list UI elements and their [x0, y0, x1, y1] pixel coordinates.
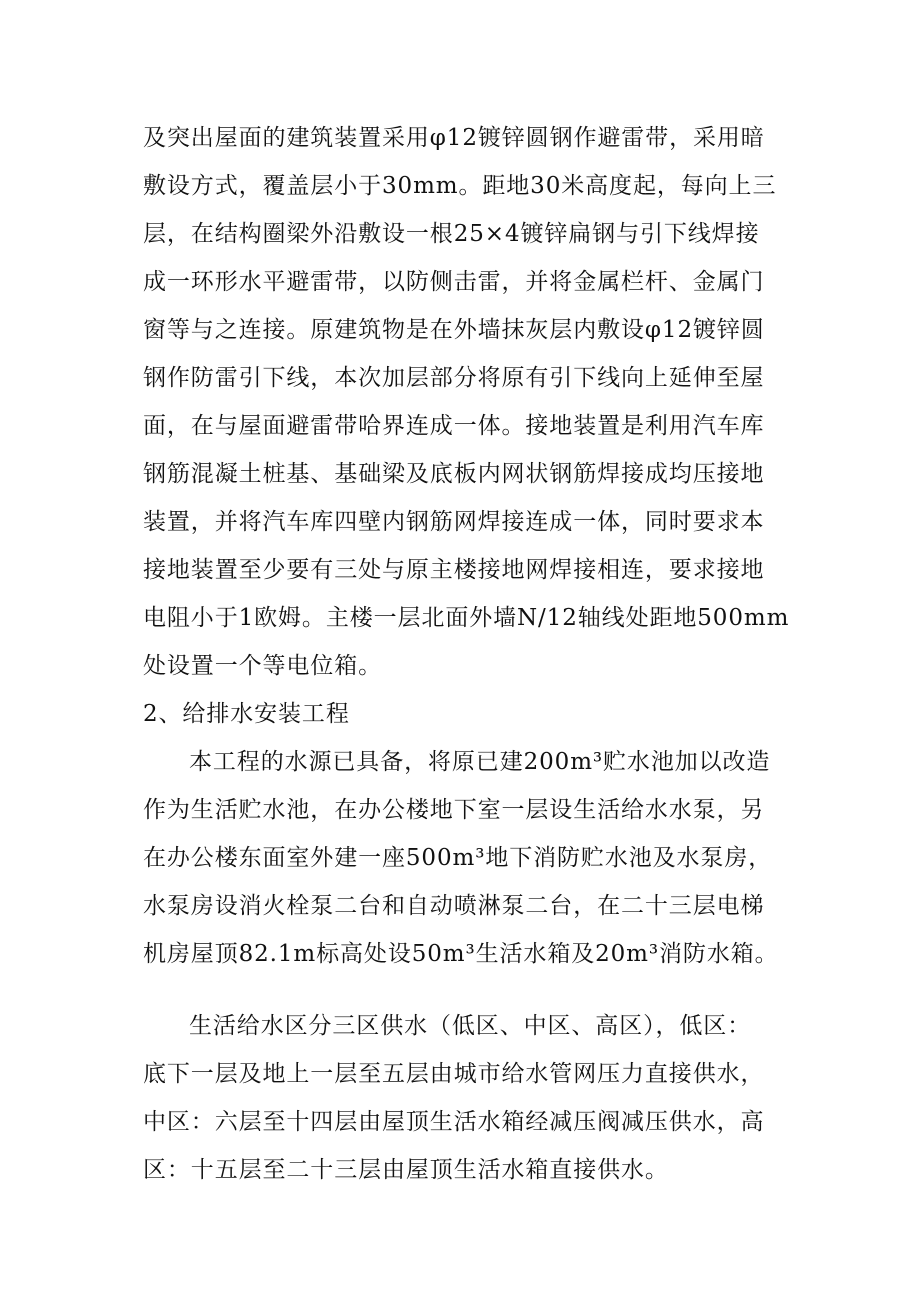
- paragraph-1-line-4: 成一环形水平避雷带，以防侧击雷，并将金属栏杆、金属门: [143, 269, 765, 295]
- paragraph-1-line-3: 层，在结构圈梁外沿敷设一根25×4镀锌扁钢与引下线焊接: [143, 221, 760, 247]
- paragraph-1-line-10: 接地装置至少要有三处与原主楼接地网焊接相连，要求接地: [143, 557, 765, 583]
- paragraph-1-line-9: 装置，并将汽车库四壁内钢筋网焊接连成一体，同时要求本: [143, 509, 765, 535]
- paragraph-1-line-12: 处设置一个等电位箱。: [143, 653, 382, 679]
- paragraph-2-line-4: 水泵房设消火栓泵二台和自动喷淋泵二台，在二十三层电梯: [143, 893, 765, 919]
- paragraph-1-line-6: 钢作防雷引下线，本次加层部分将原有引下线向上延伸至屋: [143, 365, 765, 391]
- paragraph-2-line-5: 机房屋顶82.1m标高处设50m³生活水箱及20m³消防水箱。: [143, 941, 779, 967]
- paragraph-2-line-1: 本工程的水源已具备，将原已建200m³贮水池加以改造: [189, 749, 771, 775]
- paragraph-1-line-8: 钢筋混凝土桩基、基础梁及底板内网状钢筋焊接成均压接地: [143, 461, 765, 487]
- paragraph-1-line-1: 及突出屋面的建筑装置采用φ12镀锌圆钢作避雷带，采用暗: [143, 125, 765, 151]
- section-heading: 2、给排水安装工程: [143, 701, 350, 727]
- paragraph-3-line-4: 区：十五层至二十三层由屋顶生活水箱直接供水。: [143, 1157, 669, 1183]
- paragraph-3-line-1: 生活给水区分三区供水（低区、中区、高区），低区：: [189, 1013, 752, 1039]
- paragraph-3-line-3: 中区：六层至十四层由屋顶生活水箱经减压阀减压供水，高: [143, 1109, 765, 1135]
- paragraph-1-line-11: 电阻小于1欧姆。主楼一层北面外墙N/12轴线处距地500mm: [143, 605, 790, 631]
- paragraph-2-line-2: 作为生活贮水池，在办公楼地下室一层设生活给水水泵，另: [143, 797, 765, 823]
- paragraph-1-line-2: 敷设方式，覆盖层小于30mm。距地30米高度起，每向上三: [143, 173, 777, 199]
- paragraph-2-line-3: 在办公楼东面室外建一座500m³地下消防贮水池及水泵房，: [143, 845, 773, 871]
- paragraph-3-line-2: 底下一层及地上一层至五层由城市给水管网压力直接供水，: [143, 1061, 765, 1087]
- paragraph-1-line-5: 窗等与之连接。原建筑物是在外墙抹灰层内敷设φ12镀锌圆: [143, 317, 765, 343]
- paragraph-1-line-7: 面，在与屋面避雷带哈界连成一体。接地装置是利用汽车库: [143, 413, 765, 439]
